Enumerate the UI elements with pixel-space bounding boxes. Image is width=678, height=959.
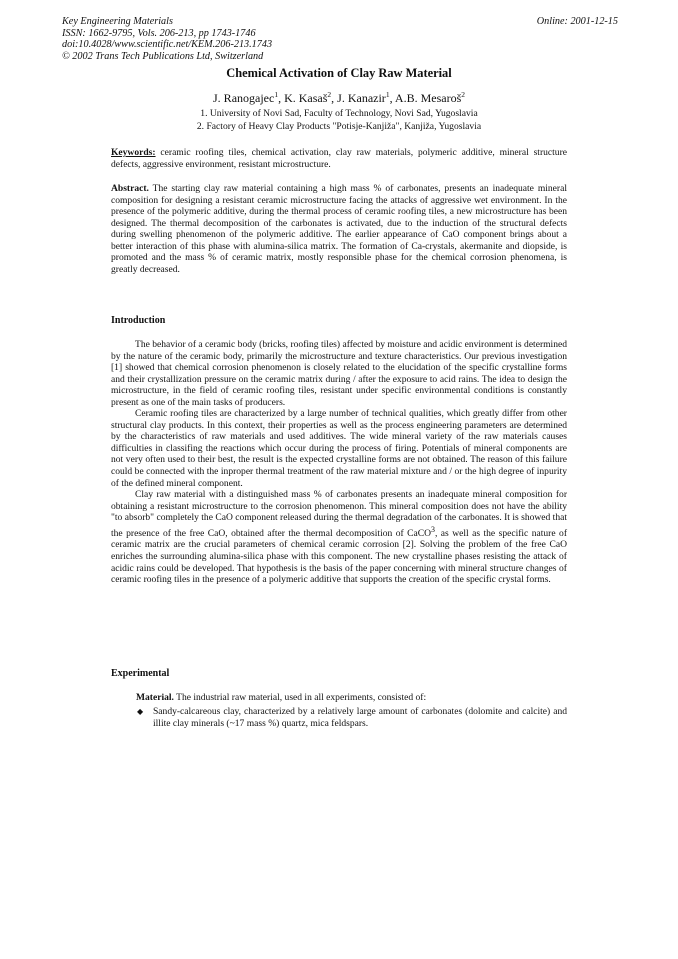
diamond-bullet-icon: ◆: [137, 707, 144, 716]
caco3-superscript: 3: [431, 524, 435, 534]
affiliation-marker: 2: [461, 90, 465, 99]
paper-title: Chemical Activation of Clay Raw Material: [226, 66, 452, 80]
intro-paragraph-3-part-a: Clay raw material with a distinguished mass % of carbonates presents an inadequate mineral composition for obtaining a resistant microstructure to the corrosion phenomenon. This mineral composition does not have the ability "to absorb" completely the CaO component released during the thermal degradation of the carbonates. It is showed that the presence of the free CaO, obtained after the thermal decomposition of CaCO: [111, 489, 567, 539]
author-separator: ,: [389, 91, 395, 105]
material-bullet-text: Sandy-calcareous clay, characterized by a relatively large amount of carbonates (dolomite and calcite) and illite clay minerals (~17 mass %) quartz, mica feldspars.: [153, 706, 567, 729]
abstract-label: Abstract.: [111, 183, 149, 194]
material-paragraph: [136, 692, 567, 704]
doi-line: doi:10.4028/www.scientific.net/KEM.206-213.1743: [62, 39, 273, 51]
abstract-text: The starting clay raw material containing a high mass % of carbonates, presents an inadequate mineral composition for designing a resistant ceramic microstructure facing the attacks of aggressive wet environment. In the presence of the polymeric additive, during the thermal process of ceramic roofing tiles, a new microstructure has been designed. The thermal decomposition of the carbonates is activated, due to the induction of the structural defects during swelling phenomenon of the polymeric additive. The earlier appearance of CaO component brings about a better interaction of this phase with alumina-silica matrix. The formation of Ca-crystals, akermanite and diopside, is promoted and the mass % of ceramic matrix, mostly responsible phase for the chemical corrosion phenomena, is greatly decreased.: [111, 183, 567, 275]
affiliation-marker: 1: [274, 90, 279, 99]
introduction-body: [111, 339, 567, 586]
author-name: A.B. Mesaroš: [394, 91, 462, 105]
author-name: J. Kanazir: [337, 91, 386, 105]
intro-paragraph-3-part-b: , as well as the specific nature of ceramic matrix are the crucial parameters of chemical ceramic corrosion [2]. Solving the problem of the free CaO enriches the surrounding alumina-silica phase with this component. The new crystalline phases resisting the attack of acidic rains could be developed. That hypothesis is the basis of the paper concerning with mineral structure changes of ceramic roofing tiles in the presence of a polymeric additive that supports the creation of the specific crystal forms.: [111, 527, 567, 586]
copyright-line: © 2002 Trans Tech Publications Ltd, Switzerland: [62, 50, 264, 62]
affiliation-marker: 1: [385, 90, 390, 99]
affiliation-1: 1. University of Novi Sad, Faculty of Technology, Novi Sad, Yugoslavia: [200, 108, 478, 119]
material-text: The industrial raw material, used in all experiments, consisted of:: [173, 692, 427, 703]
material-label: Material.: [136, 692, 174, 703]
abstract-paragraph: [111, 183, 567, 275]
material-bullet-item: [136, 706, 567, 729]
affiliation-2: 2. Factory of Heavy Clay Products "Potisje-Kanjiža", Kanjiža, Yugoslavia: [196, 121, 482, 132]
intro-paragraph-2: Ceramic roofing tiles are characterized by a large number of technical qualities, which greatly differ from other structural clay products. In this context, their properties as well as the process engineering parameters are determined by the characteristics of raw materials and used additives. The wide mineral variety of the raw materials causes difficulties in classifing the reactions which occur during the process of firing. Potentials of mineral components are not very often used to their best, the result is the expected crystalline forms are not obtained. The reason of this failure could be connected with the inproper thermal treatment of the raw material mixture and / or the high degree of inpurity of the defined mineral component.: [111, 408, 567, 489]
author-name: K. Kasaš: [284, 91, 328, 105]
affiliation-marker: 2: [327, 90, 332, 99]
author-list: [0, 90, 678, 106]
intro-paragraph-3: [111, 489, 567, 586]
author-name: J. Ranogajec: [213, 91, 275, 105]
keywords-text: ceramic roofing tiles, chemical activation, clay raw materials, polymeric additive, mineral structure defects, aggressive environment, resistant microstructure.: [111, 147, 567, 170]
author-separator: ,: [278, 91, 285, 105]
experimental-heading: Experimental: [111, 668, 170, 679]
keywords-paragraph: [111, 147, 567, 170]
journal-name: Key Engineering Materials: [62, 16, 173, 27]
author-separator: ,: [331, 91, 338, 105]
issn-line: ISSN: 1662-9795, Vols. 206-213, pp 1743-1746: [62, 27, 256, 39]
introduction-heading: Introduction: [111, 315, 166, 326]
intro-paragraph-1: The behavior of a ceramic body (bricks, roofing tiles) affected by moisture and acidic environment is determined by the nature of the ceramic body, primarily the microstructure and texture characteristics. Our previous investigation [1] showed that chemical corrosion phenomenon is closely related to the elucidation of the specific crystalline forms and their crystallization pressure on the ceramic matrix during / after the exposure to acid rains. The idea to design the microstructure, in the field of ceramic roofing tiles, resistant under specific environmental conditions is constantly present as one of the main tasks of producers.: [111, 339, 567, 408]
journal-header: [62, 16, 618, 62]
online-date: Online: 2001-12-15: [536, 16, 618, 27]
keywords-label: Keywords:: [111, 147, 156, 158]
